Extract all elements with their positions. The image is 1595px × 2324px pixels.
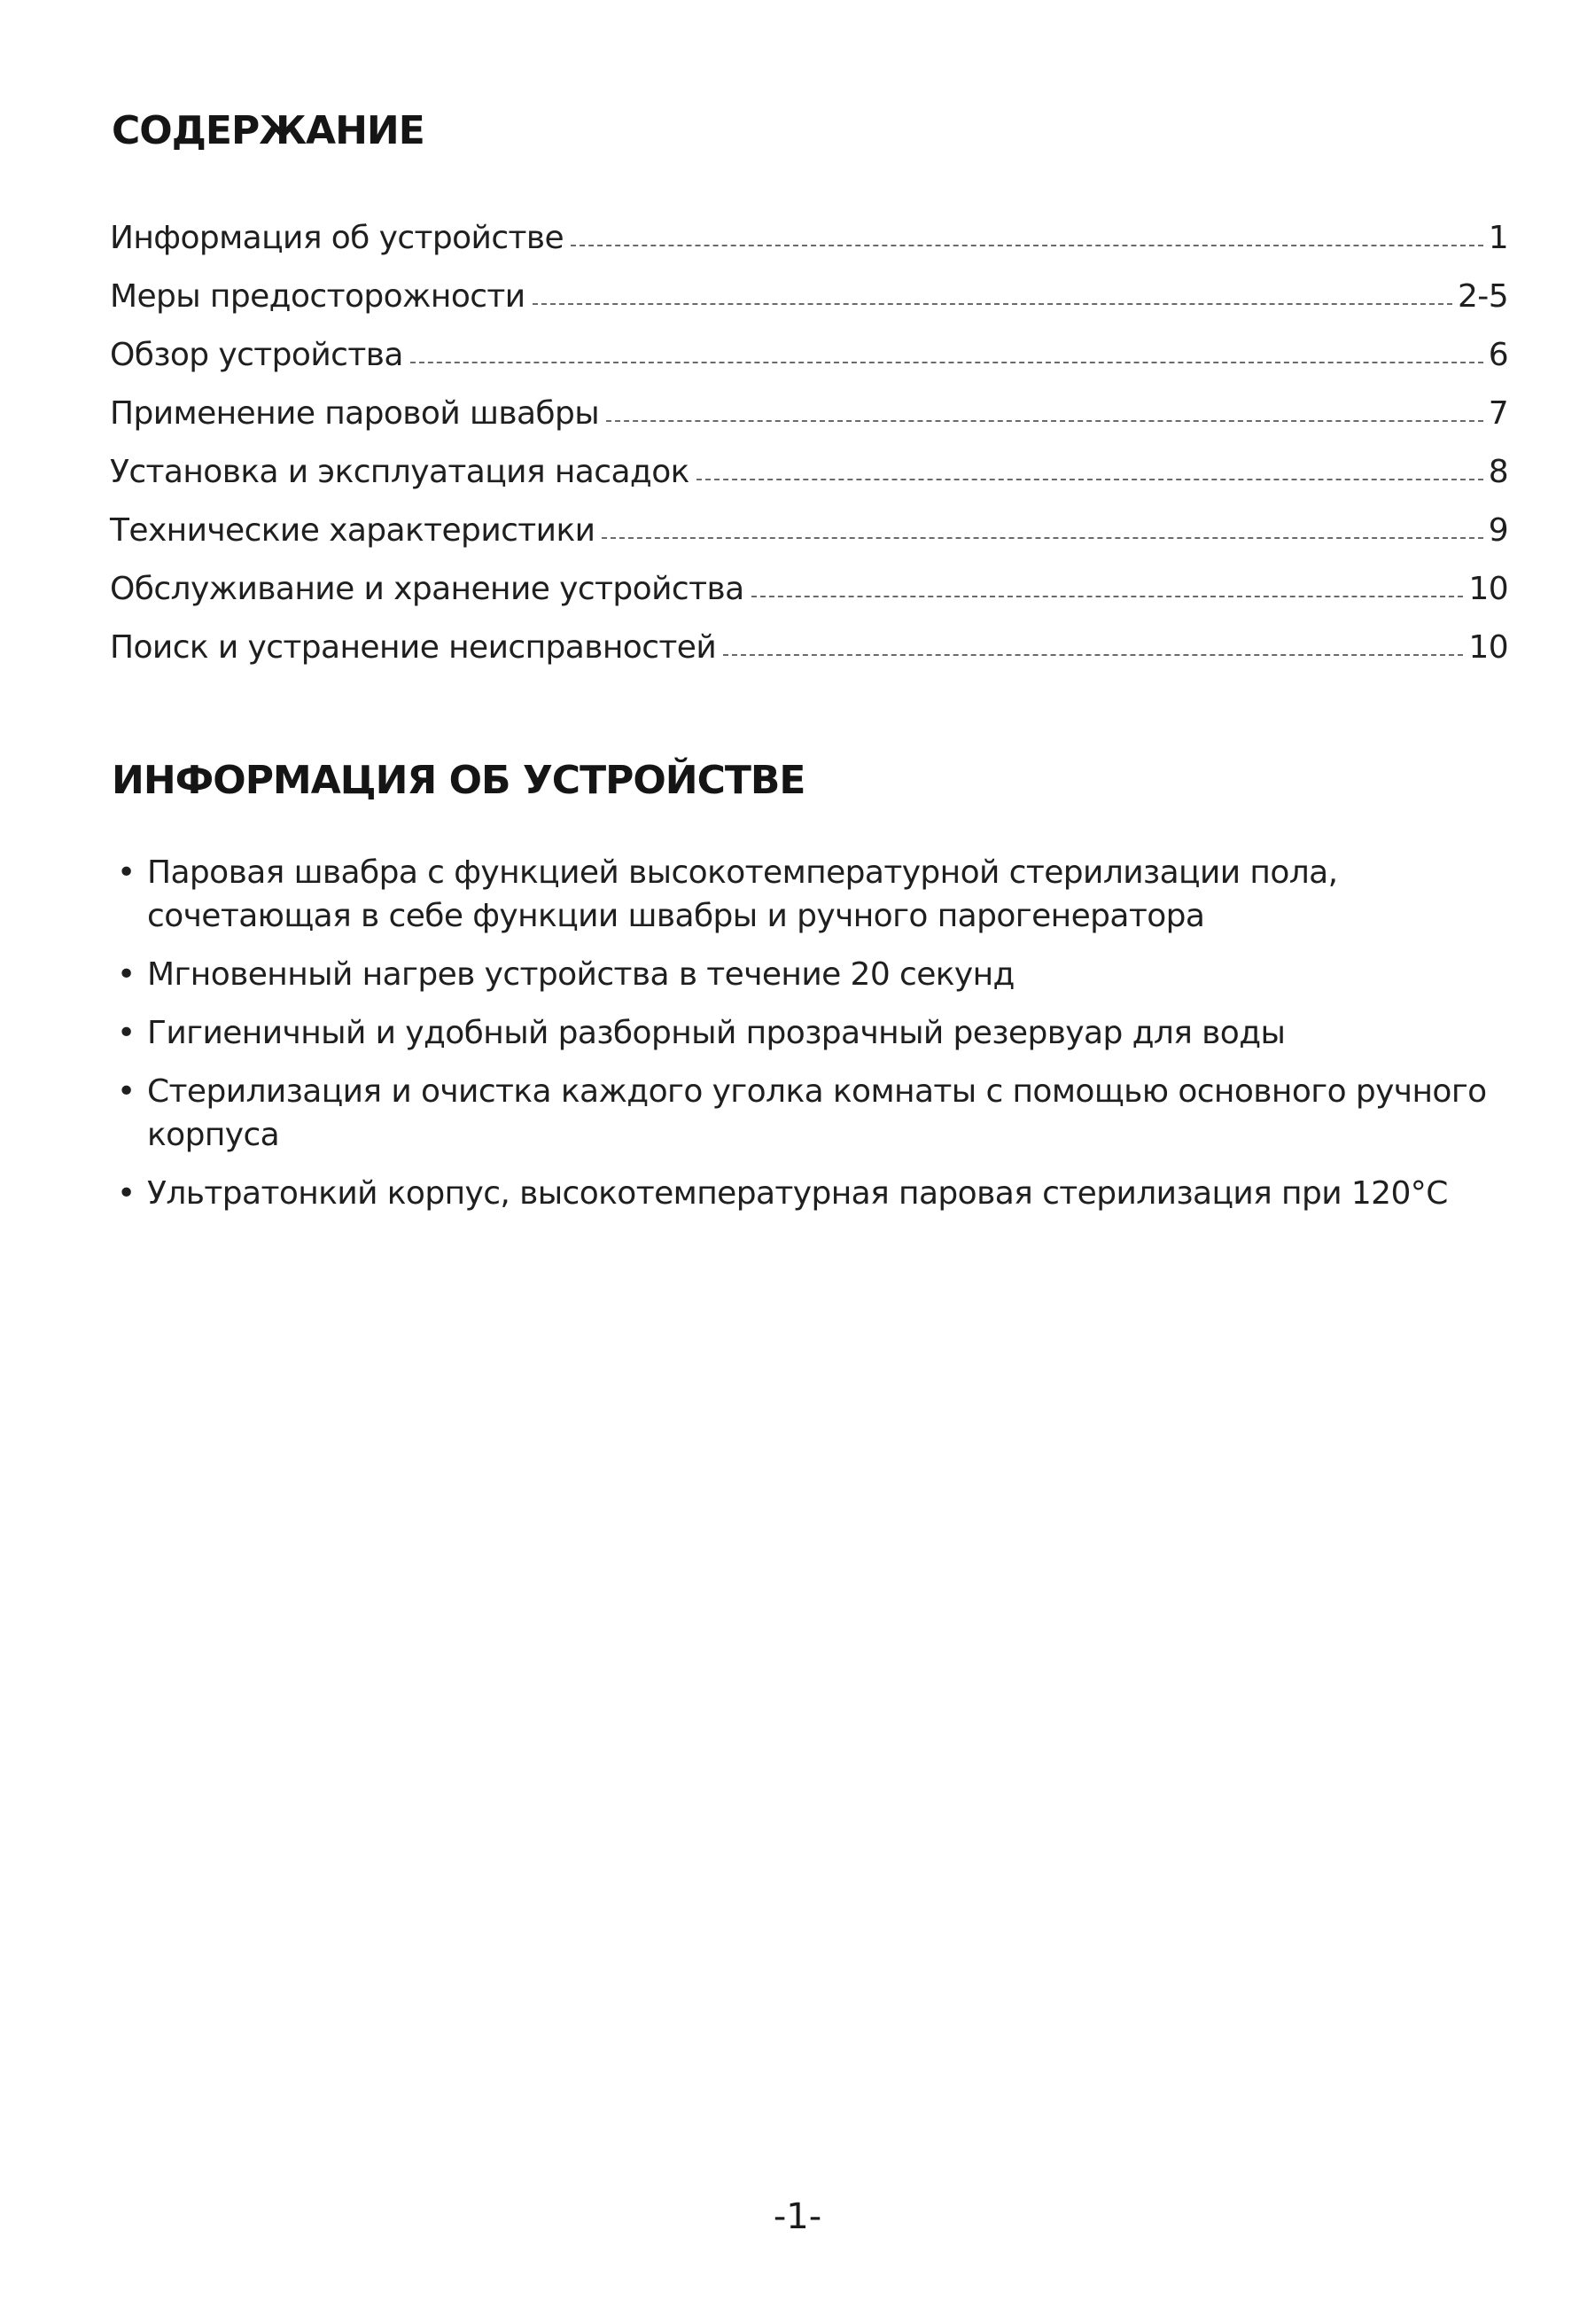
toc-leader-dots (602, 537, 1482, 539)
list-item-text: Ультратонкий корпус, высокотемпературная паровая стерилизация при 120°С (147, 1175, 1448, 1212)
device-info-heading: ИНФОРМАЦИЯ ОБ УСТРОЙСТВЕ (112, 758, 805, 803)
toc-entry[interactable] (110, 395, 1508, 454)
list-item-text: Мгновенный нагрев устройства в течение 20 секунд (147, 956, 1015, 993)
list-item (110, 1070, 1519, 1157)
list-item (110, 953, 1519, 996)
toc-heading: СОДЕРЖАНИЕ (112, 108, 424, 153)
device-info-list (110, 851, 1519, 1230)
toc-entry[interactable] (110, 337, 1508, 395)
toc-entry[interactable] (110, 571, 1508, 629)
toc-leader-dots (410, 362, 1483, 363)
toc-entry-page: 10 (1468, 571, 1508, 607)
toc-entry-label: Поиск и устранение неисправностей (110, 629, 717, 666)
toc-entry[interactable] (110, 454, 1508, 512)
toc-entry[interactable] (110, 512, 1508, 571)
toc-leader-dots (723, 654, 1463, 656)
toc-entry-label: Установка и эксплуатация насадок (110, 454, 689, 490)
table-of-contents (110, 220, 1508, 688)
toc-entry-page: 2-5 (1458, 278, 1508, 315)
toc-entry-page: 1 (1488, 220, 1508, 256)
list-item (110, 851, 1519, 938)
toc-entry[interactable] (110, 278, 1508, 337)
toc-entry-label: Информация об устройстве (110, 220, 564, 256)
toc-entry-page: 9 (1488, 512, 1508, 549)
toc-entry-label: Обслуживание и хранение устройства (110, 571, 744, 607)
toc-leader-dots (533, 303, 1452, 305)
list-item (110, 1011, 1519, 1055)
bullet-icon: • (117, 1073, 136, 1110)
toc-entry-page: 8 (1488, 454, 1508, 490)
bullet-icon: • (117, 1175, 136, 1212)
toc-entry-label: Технические характеристики (110, 512, 595, 549)
toc-entry[interactable] (110, 629, 1508, 688)
toc-entry[interactable] (110, 220, 1508, 278)
toc-entry-page: 10 (1468, 629, 1508, 666)
toc-leader-dots (696, 479, 1483, 480)
toc-entry-label: Обзор устройства (110, 337, 403, 373)
bullet-icon: • (117, 854, 136, 891)
list-item-text: Гигиеничный и удобный разборный прозрачный резервуар для воды (147, 1015, 1286, 1051)
list-item-text: Паровая швабра с функцией высокотемпературной стерилизации пола, сочетающая в себе функции швабры и ручного парогенератора (147, 854, 1338, 934)
toc-entry-page: 6 (1488, 337, 1508, 373)
list-item-text: Стерилизация и очистка каждого уголка комнаты с помощью основного ручного корпуса (147, 1073, 1487, 1153)
toc-leader-dots (751, 596, 1464, 597)
bullet-icon: • (117, 1015, 136, 1051)
toc-leader-dots (571, 245, 1483, 246)
toc-entry-page: 7 (1488, 395, 1508, 432)
toc-leader-dots (606, 420, 1483, 422)
toc-entry-label: Меры предосторожности (110, 278, 525, 315)
bullet-icon: • (117, 956, 136, 993)
list-item (110, 1172, 1519, 1215)
toc-entry-label: Применение паровой швабры (110, 395, 600, 432)
page-number: -1- (773, 2196, 822, 2237)
